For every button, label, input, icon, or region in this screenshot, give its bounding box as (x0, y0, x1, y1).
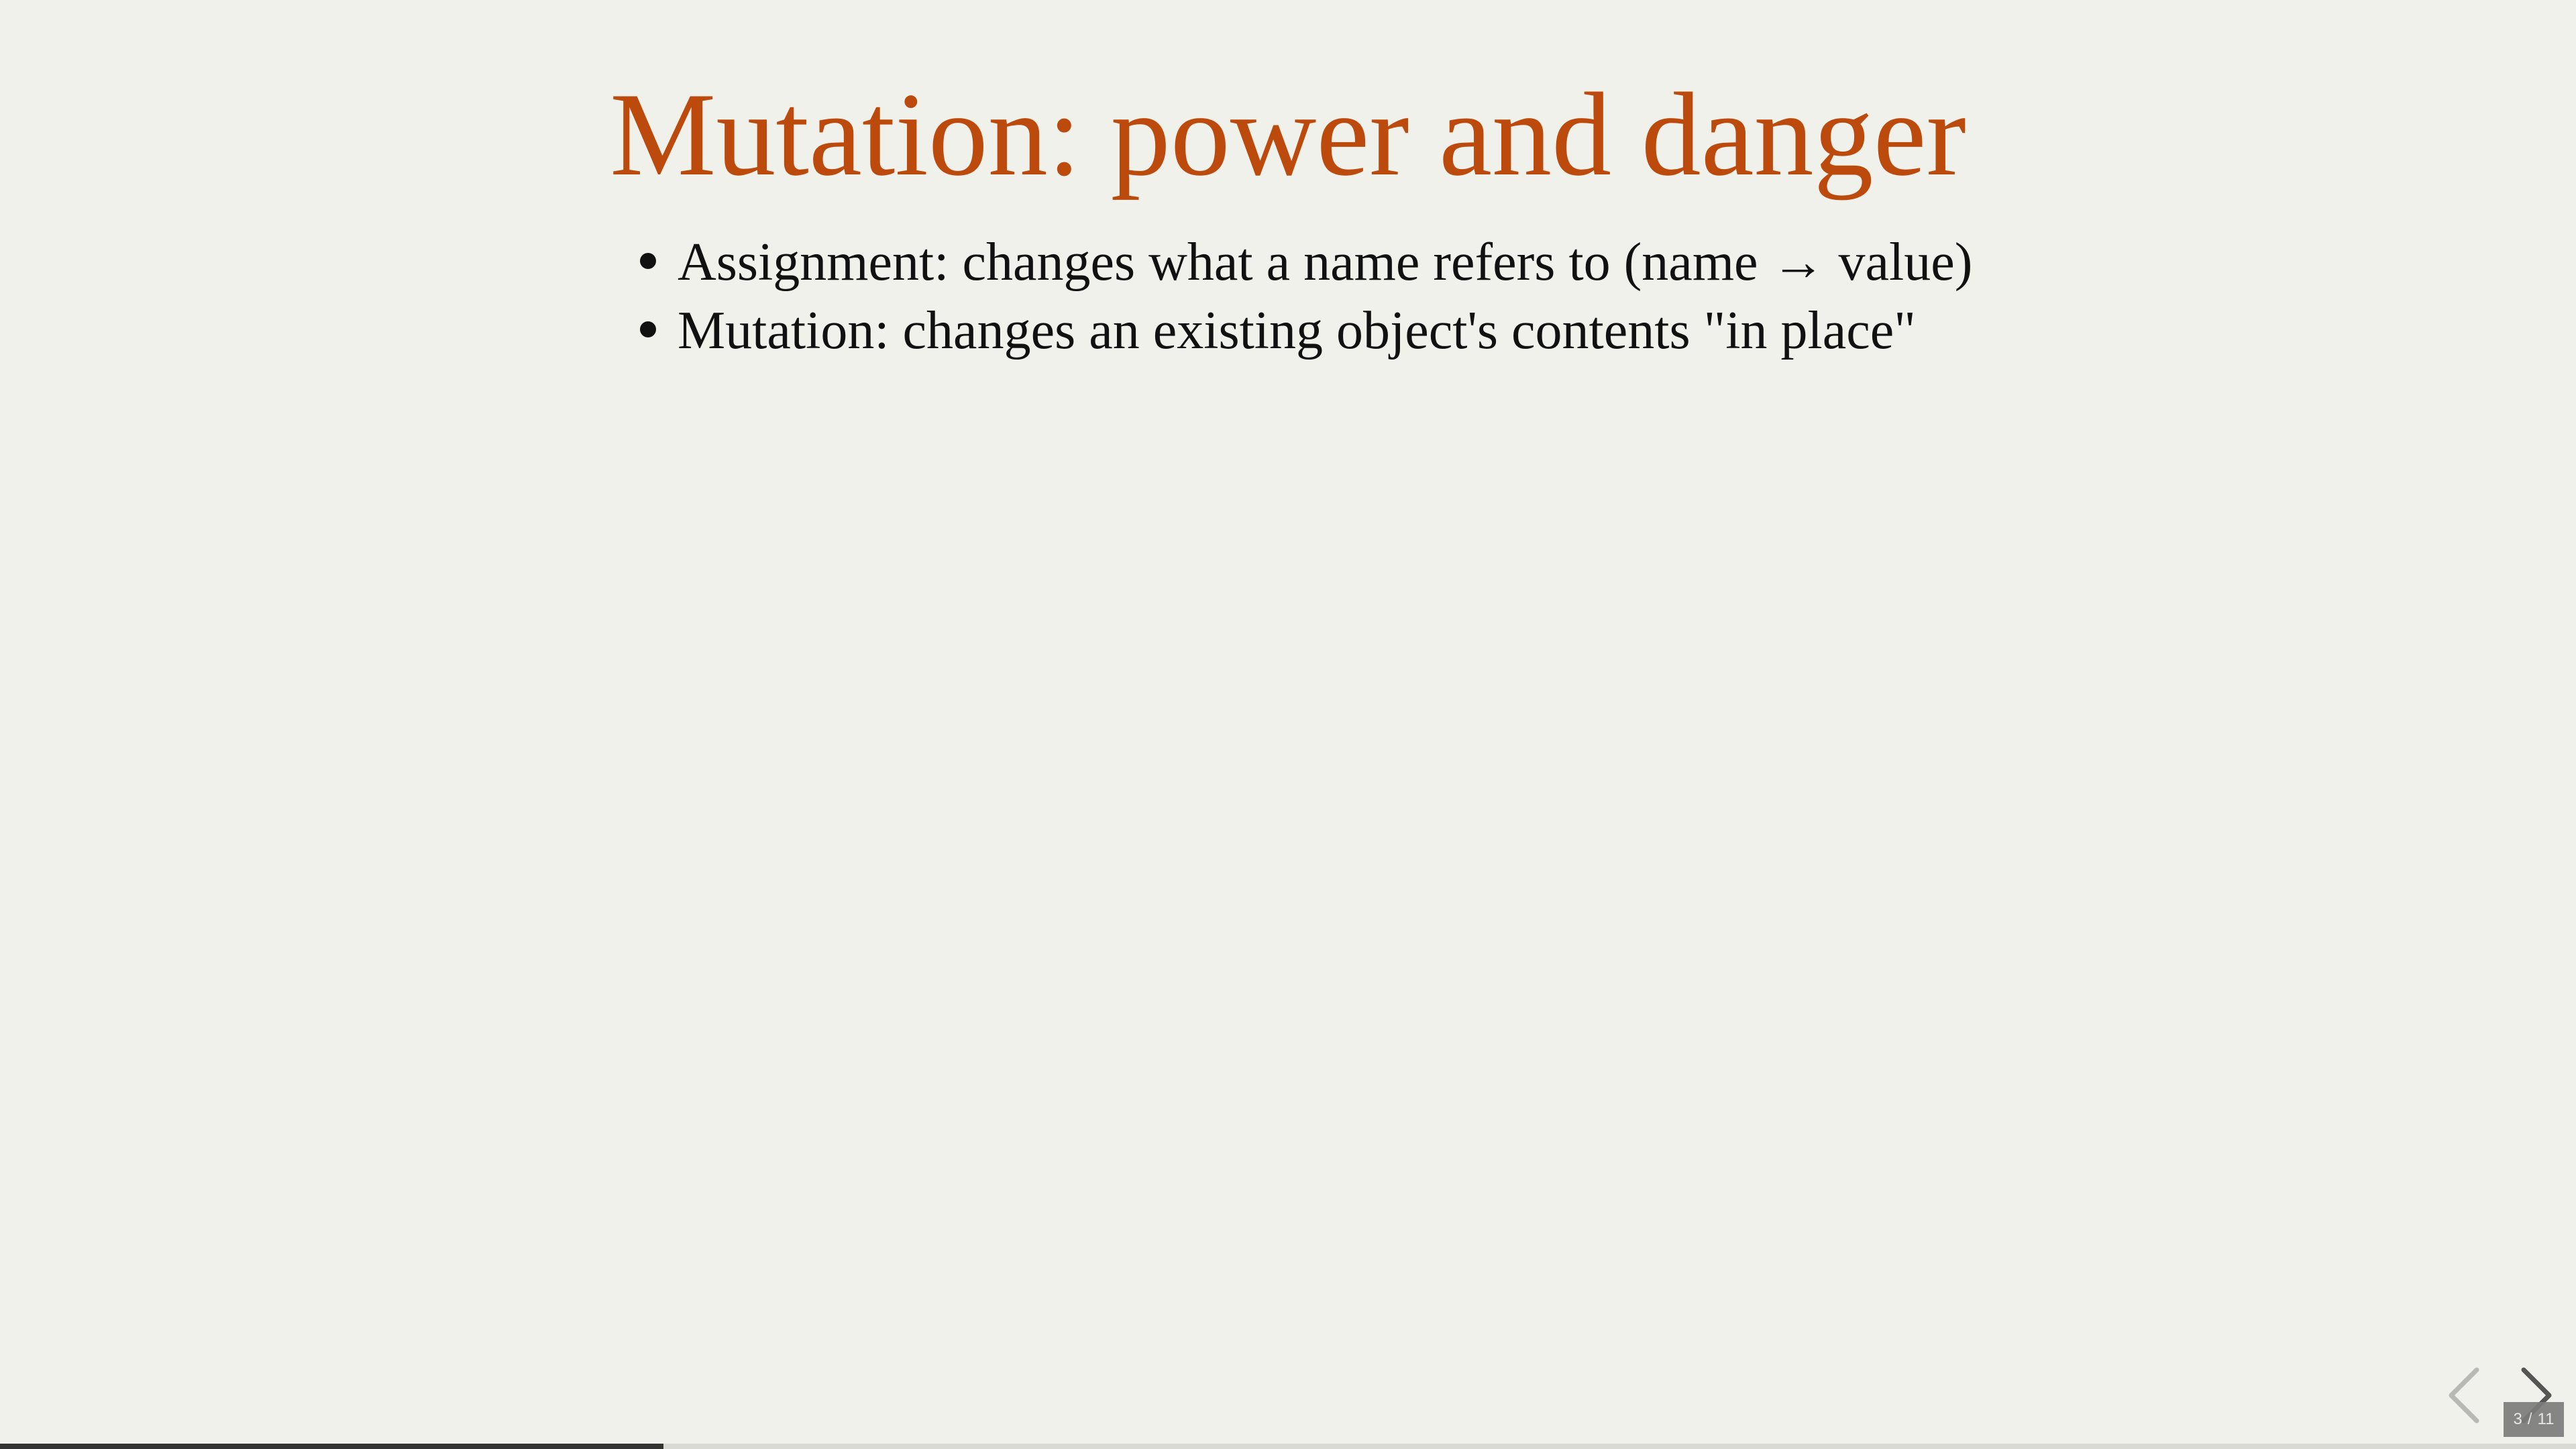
chevron-left-icon (2436, 1362, 2490, 1429)
progress-bar (0, 1444, 2576, 1449)
bullet-icon (640, 321, 656, 337)
total-slide-count: 11 (2537, 1410, 2555, 1428)
bullet-text: Mutation: changes an existing object's contents "in place" (678, 301, 1916, 360)
bullet-icon (640, 253, 656, 269)
bullet-item-assignment (678, 228, 1972, 297)
prev-slide-button[interactable] (2436, 1362, 2490, 1429)
bullet-list (678, 228, 1972, 365)
current-slide-number: 3 (2513, 1410, 2522, 1428)
bullet-item-mutation (678, 297, 1972, 365)
slide-number-badge (2504, 1402, 2564, 1437)
slide-title: Mutation: power and danger (610, 68, 1966, 201)
bullet-text: Assignment: changes what a name refers to (name → value) (678, 233, 1973, 292)
progress-bar-fill (0, 1444, 663, 1449)
slide-number-separator: / (2527, 1410, 2532, 1428)
